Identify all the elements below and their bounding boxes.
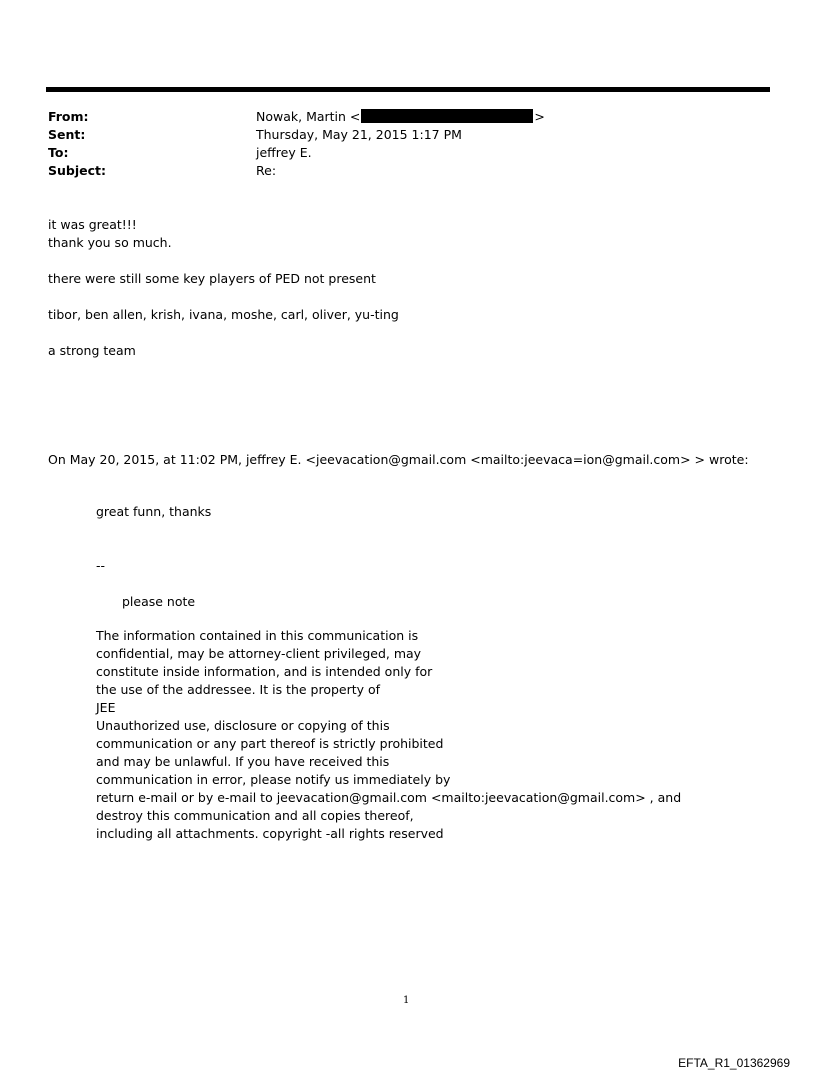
body-line-4: tibor, ben allen, krish, ivana, moshe, carl, oliver, yu-ting [48, 307, 399, 322]
signature-separator: -- [96, 558, 106, 573]
quote-attribution: On May 20, 2015, at 11:02 PM, jeffrey E. <jeevacation@gmail.com <mailto:jeevaca=ion@gmail.com> > wrote: [48, 452, 749, 467]
body-line-3: there were still some key players of PED not present [48, 271, 376, 286]
body-line-5: a strong team [48, 343, 136, 358]
disclaimer-line: including all attachments. copyright -all rights reserved [96, 826, 444, 841]
body-line-2: thank you so much. [48, 235, 172, 250]
from-close: > [534, 109, 545, 124]
page-number: 1 [403, 995, 410, 1006]
to-label: To: [48, 145, 69, 160]
disclaimer-line: confidential, may be attorney-client privileged, may [96, 646, 422, 661]
subject-label: Subject: [48, 163, 106, 178]
to-value: jeffrey E. [256, 145, 312, 160]
header-rule [46, 87, 770, 92]
disclaimer-line: JEE [96, 700, 116, 715]
disclaimer-line: The information contained in this communication is [96, 628, 419, 643]
disclaimer-line: return e-mail or by e-mail to jeevacation@gmail.com <mailto:jeevacation@gmail.com> , and [96, 790, 682, 805]
subject-value: Re: [256, 163, 277, 178]
from-label: From: [48, 109, 89, 124]
disclaimer-line: communication in error, please notify us immediately by [96, 772, 451, 787]
disclaimer-line: and may be unlawful. If you have received this [96, 754, 390, 769]
redaction-block [361, 109, 533, 123]
disclaimer-line: the use of the addressee. It is the property of [96, 682, 381, 697]
sent-value: Thursday, May 21, 2015 1:17 PM [256, 127, 462, 142]
disclaimer-line: communication or any part thereof is strictly prohibited [96, 736, 444, 751]
disclaimer-line: Unauthorized use, disclosure or copying of this [96, 718, 390, 733]
please-note: please note [122, 594, 196, 609]
quoted-message: great funn, thanks [96, 504, 212, 519]
from-name: Nowak, Martin < [256, 109, 361, 124]
sent-label: Sent: [48, 127, 86, 142]
bates-number: EFTA_R1_01362969 [678, 1056, 790, 1070]
disclaimer-line: constitute inside information, and is intended only for [96, 664, 433, 679]
body-line-1: it was great!!! [48, 217, 137, 232]
disclaimer-line: destroy this communication and all copies thereof, [96, 808, 414, 823]
from-value [256, 109, 545, 125]
disclaimer-paragraph [96, 627, 681, 843]
